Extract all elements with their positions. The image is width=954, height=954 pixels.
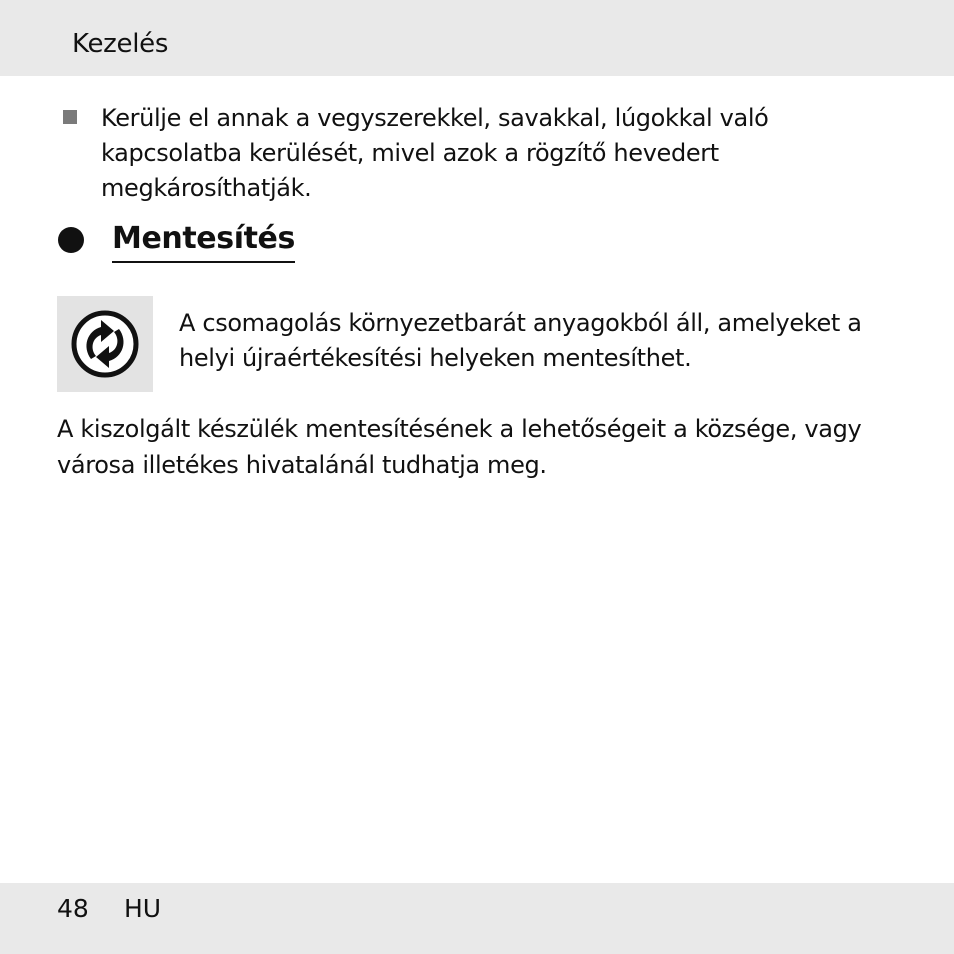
recycling-symbol-icon (57, 296, 153, 392)
language-code: HU (124, 894, 162, 923)
recycling-text: A csomagolás környezetbarát anyagokból áll, amelyeket a helyi újraértékesítési helyeken mentesíthet. (179, 309, 862, 372)
disposal-info-text: A kiszolgált készülék mentesítésének a lehetőségeit a községe, vagy városa illetékes hivatalánál tudhatja meg. (57, 415, 862, 479)
section-dot-icon (58, 227, 84, 253)
header-title: Kezelés (72, 29, 169, 59)
section-title: Mentesítés (112, 221, 295, 263)
square-bullet-icon (63, 110, 77, 124)
page-number: 48 (57, 894, 89, 923)
bullet-text: Kerülje el annak a vegyszerekkel, savakkal, lúgokkal való kapcsolatba kerülését, mivel azok a rögzítő hevedert megkárosíthatják. (101, 104, 769, 202)
recycling-symbol-svg (70, 309, 140, 379)
